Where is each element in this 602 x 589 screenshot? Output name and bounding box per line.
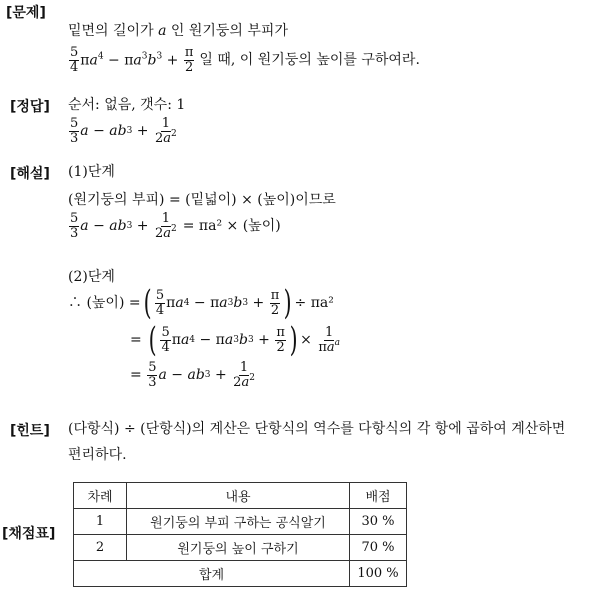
step1-equation: $\frac{5}{3}$ a − ab 3 + $\frac{1}{2a^2}$ = πa² × (높이)	[70, 210, 281, 241]
step2-line-3: = $\frac{5}{3}$ a − ab 3 + $\frac{1}{2a^2}$	[130, 359, 255, 390]
hint-line-1: (다항식) ÷ (단항식)의 계산은 단항식의 역수를 다항식의 각 항에 곱하여 계산하면	[68, 421, 566, 437]
step2-line-1: ∴ (높이) = ( $\frac{5}{4}$ π a 4 − π a 3 b 3 + $\frac{\pi}{2}$ ) ÷ πa²	[68, 283, 334, 323]
problem-line-1: 밑면의 길이가 a 인 원기둥의 부피가	[68, 23, 288, 39]
score-table-header: 차례 내용 배점	[74, 483, 407, 509]
answer-label: [정답]	[10, 99, 50, 115]
answer-expression: $\frac{5}{3}$ a − ab 3 + $\frac{1}{2a^2}$	[70, 115, 177, 146]
solution-label: [해설]	[10, 166, 50, 182]
step2-title: (2)단계	[68, 269, 115, 285]
answer-order: 순서: 없음, 갯수: 1	[68, 97, 186, 113]
table-row: 1 원기둥의 부피 구하는 공식알기 30 %	[74, 509, 407, 535]
score-table	[73, 482, 407, 587]
volume-expression: $\frac{5}{4}$ $\pi a^4 - \pi a^3b^3$ + $\frac{\pi}{2}$	[70, 44, 194, 75]
step2-line-2: = ( $\frac{5}{4}$ π a 4 − π a 3 b 3 + $\frac{\pi}{2}$ ) × $\frac{1}{\pi a^a}$	[130, 320, 340, 360]
problem-line-2: $\frac{5}{4}$ $\pi a^4 - \pi a^3b^3$ + $\frac{\pi}{2}$ 일 때, 이 원기둥의 높이를 구하여라.	[70, 44, 420, 75]
score-label: [채점표]	[2, 526, 56, 542]
table-row: 2 원기둥의 높이 구하기 70 %	[74, 535, 407, 561]
step1-title: (1)단계	[68, 164, 115, 180]
hint-label: [힌트]	[10, 423, 50, 439]
step1-line: (원기둥의 부피) = (밑넓이) × (높이)이므로	[68, 192, 336, 208]
hint-line-2: 편리하다.	[68, 447, 127, 463]
table-total-row: 합계 100 %	[74, 561, 407, 587]
problem-label: [문제]	[6, 5, 46, 21]
